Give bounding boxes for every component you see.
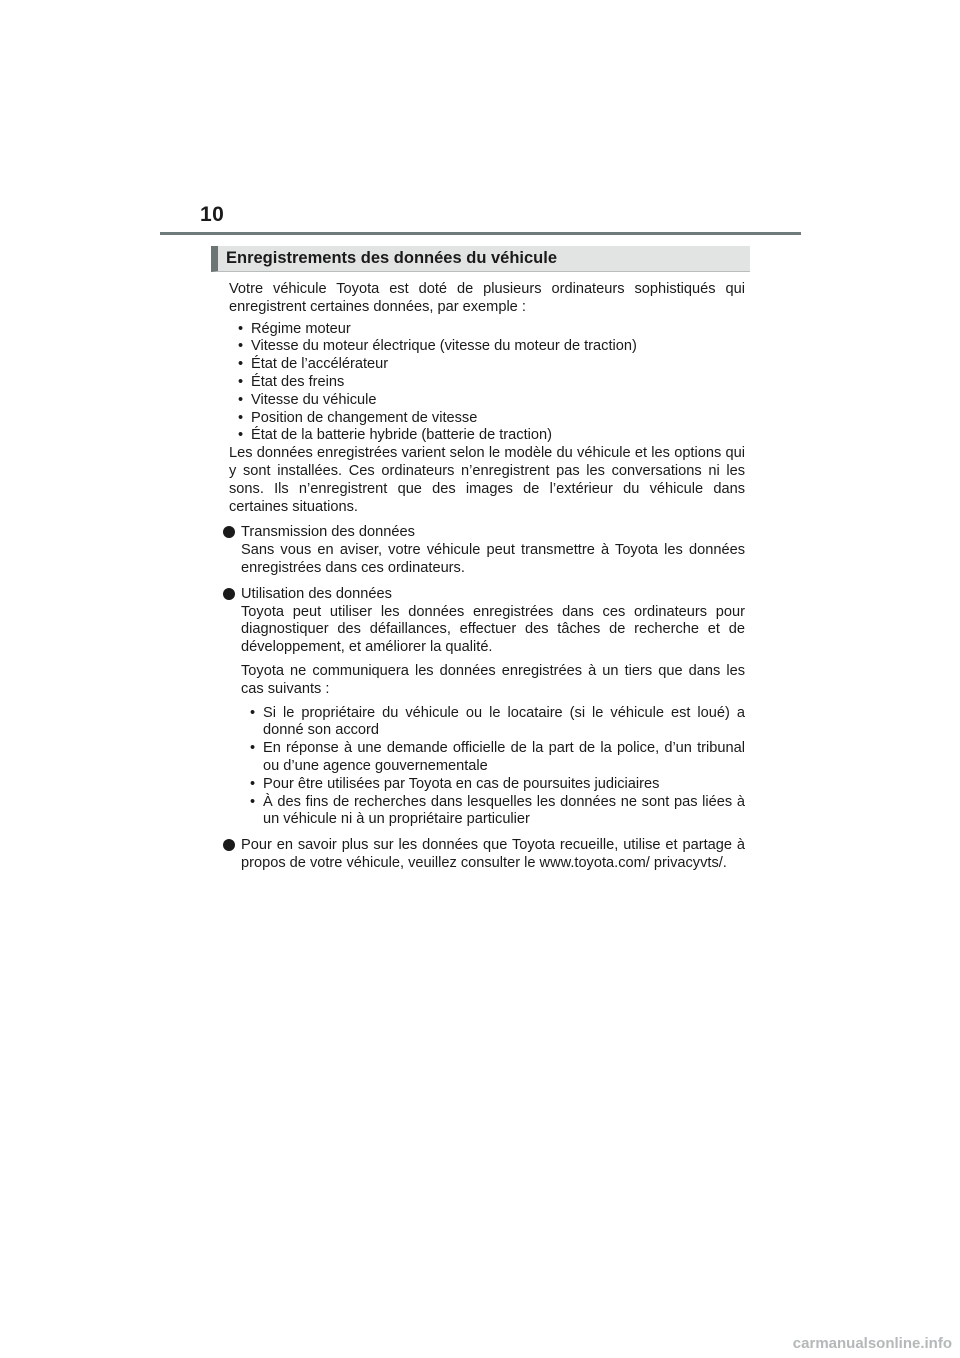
header-rule <box>160 232 801 235</box>
list-item: • À des fins de recherches dans lesquelles les données ne sont pas liées à un véhicule ni à un propriétaire particulier <box>241 794 745 830</box>
transmission-text: Sans vous en aviser, votre véhicule peut transmettre à Toyota les données enregistrées dans ces ordinateurs. <box>241 542 745 576</box>
usage-text-2: Toyota ne communiquera les données enregistrées à un tiers que dans les cas suivants : <box>241 662 745 697</box>
transmission-block <box>229 524 745 577</box>
list-item: • État de la batterie hybride (batterie de traction) <box>229 427 745 445</box>
list-item: • Position de changement de vitesse <box>229 410 745 428</box>
intro-paragraph: Votre véhicule Toyota est doté de plusieurs ordinateurs sophistiqués qui enregistrent certaines données, par exemple : <box>229 281 745 315</box>
watermark: carmanualsonline.info <box>792 1335 952 1352</box>
circle-bullet-icon <box>223 588 235 600</box>
list-item: • État des freins <box>229 374 745 392</box>
usage-block <box>229 586 745 829</box>
list-item: • État de l’accélérateur <box>229 356 745 374</box>
after-list-paragraph: Les données enregistrées varient selon le modèle du véhicule et les options qui y sont installées. Ces ordinateurs n’enregistrent pas les conversations ni les sons. Ils n’enregistrent que des images de l’extérieur du véhicule dans certaines situations. <box>229 445 745 515</box>
list-item: • Si le propriétaire du véhicule ou le locataire (si le véhicule est loué) a donné son accord <box>241 705 745 741</box>
usage-text-1: Toyota peut utiliser les données enregistrées dans ces ordinateurs pour diagnostiquer des défaillances, effectuer des tâches de recherche et de développement, et améliorer la qualité. <box>241 603 745 656</box>
usage-cases-list <box>241 705 745 830</box>
transmission-title: Transmission des données <box>241 524 415 541</box>
more-info-block <box>229 837 745 873</box>
usage-title: Utilisation des données <box>241 585 392 602</box>
list-item: • En réponse à une demande officielle de la part de la police, d’un tribunal ou d’une agence gouvernementale <box>241 740 745 776</box>
main-content <box>229 281 745 873</box>
circle-bullet-icon <box>223 526 235 538</box>
more-info-text: Pour en savoir plus sur les données que Toyota recueille, utilise et partage à propos de votre véhicule, veuillez consulter le www.toyota.com/ privacyvts/. <box>241 837 745 871</box>
list-item: • Vitesse du véhicule <box>229 392 745 410</box>
circle-bullet-icon <box>223 839 235 851</box>
page-number: 10 <box>200 203 225 226</box>
section-heading <box>211 246 750 272</box>
section-heading-text: Enregistrements des données du véhicule <box>226 249 558 267</box>
recorded-items-list <box>229 321 745 446</box>
list-item: • Régime moteur <box>229 321 745 339</box>
list-item: • Vitesse du moteur électrique (vitesse du moteur de traction) <box>229 338 745 356</box>
list-item: • Pour être utilisées par Toyota en cas de poursuites judiciaires <box>241 776 745 794</box>
